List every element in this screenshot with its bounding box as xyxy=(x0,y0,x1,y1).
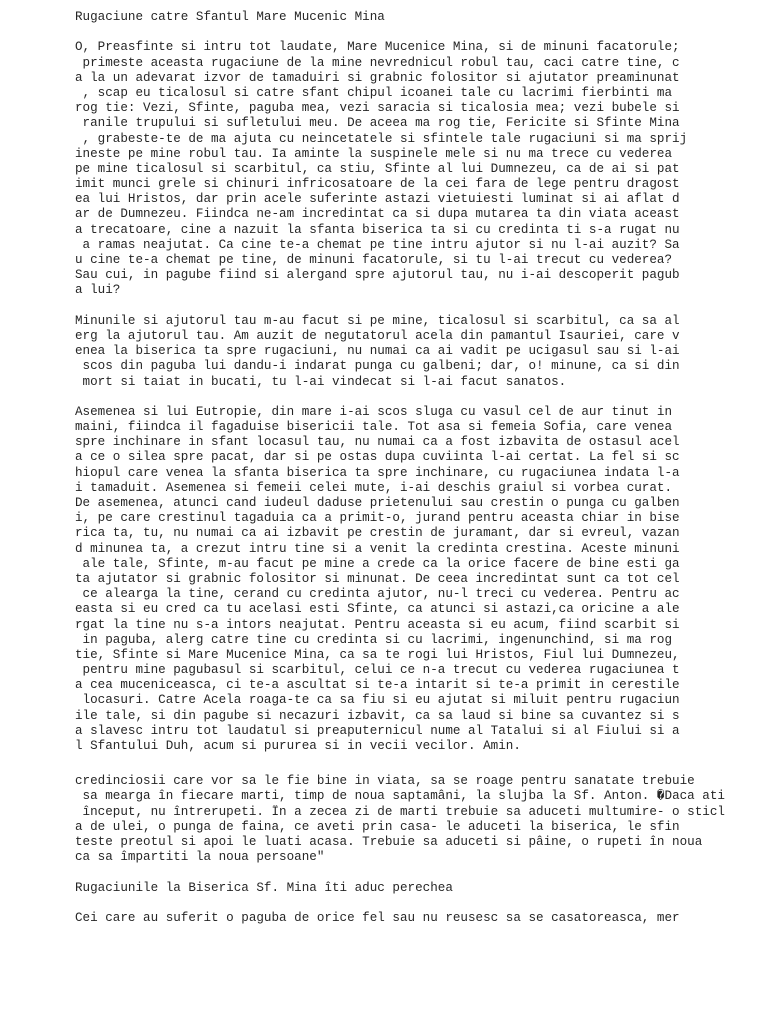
text-line: ineste pe mine robul tau. Ia aminte la suspinele mele si nu ma trece cu vederea xyxy=(75,146,673,161)
text-line: a cea muceniceasca, ci te-a ascultat si te-a intarit si te-a primit in cerestile xyxy=(75,678,680,693)
text-line: tie, Sfinte si Mare Mucenice Mina, ca sa te rogi lui Hristos, Fiul lui Dumnezeu, xyxy=(75,647,680,662)
text-line: hiopul care venea la sfanta biserica ta spre inchinare, cu rugaciunea indata l-a xyxy=(75,465,680,480)
text-line: erg la ajutorul tau. Am auzit de negutatorul acela din pamantul Isauriei, care v xyxy=(75,328,680,343)
text-line: locasuri. Catre Acela roaga-te ca sa fiu si eu ajutat si miluit pentru rugaciun xyxy=(75,693,680,708)
text-line: ale tale, Sfinte, m-au facut pe mine a crede ca la orice facere de bine esti ga xyxy=(75,556,680,571)
paragraph-2 xyxy=(75,314,755,390)
spacer xyxy=(75,865,755,880)
paragraph-4 xyxy=(75,774,755,865)
document-page xyxy=(75,10,755,926)
text-line: sa mearga în fiecare marti, timp de noua saptamâni, la slujba la Sf. Anton. �Daca ati xyxy=(75,789,725,804)
spacer xyxy=(75,390,755,405)
paragraph-5 xyxy=(75,911,755,926)
text-line: a ramas neajutat. Ca cine te-a chemat pe tine intru ajutor si nu l-ai auzit? Sa xyxy=(75,237,680,252)
text-line: easta si eu cred ca tu acelasi esti Sfinte, ca atunci si astazi,ca oricine a ale xyxy=(75,602,680,617)
text-line: d minunea ta, a crezut intru tine si a venit la credinta crestina. Aceste minuni xyxy=(75,541,680,556)
text-line: , scap eu ticalosul si catre sfant chipul icoanei tale cu lacrimi fierbinti ma xyxy=(75,85,673,100)
text-line: enea la biserica ta spre rugaciuni, nu numai ca ai vadit pe ucigasul sau si l-ai xyxy=(75,344,680,359)
document-title: Rugaciune catre Sfantul Mare Mucenic Mina xyxy=(75,10,385,24)
text-line: i, pe care crestinul tagaduia ca a primit-o, jurand pentru aceasta chiar in bise xyxy=(75,511,680,526)
text-line: l Sfantului Duh, acum si pururea si in vecii vecilor. Amin. xyxy=(75,739,521,753)
text-line: Cei care au suferit o paguba de orice fel sau nu reusesc sa se casatoreasca, mer xyxy=(75,910,680,925)
text-line: a la un adevarat izvor de tamaduiri si grabnic folositor si ajutator preaminunat xyxy=(75,70,680,85)
text-line: credinciosii care vor sa le fie bine in viata, sa se roage pentru sanatate trebuie xyxy=(75,774,695,789)
text-line: rgat la tine nu s-a intors neajutat. Pentru aceasta si eu acum, fiind scarbit si xyxy=(75,617,680,632)
text-line: a de ulei, o punga de faina, ce aveti prin casa- le aduceti la biserica, le sfin xyxy=(75,819,680,834)
text-line: teste preotul si apoi le luati acasa. Trebuie sa aduceti si pâine, o rupeti în noua xyxy=(75,834,703,849)
text-line: Minunile si ajutorul tau m-au facut si pe mine, ticalosul si scarbitul, ca sa al xyxy=(75,313,680,328)
text-line: ea lui Hristos, dar prin acele suferinte astazi vietuiesti luminat si ai aflat d xyxy=(75,192,680,207)
text-line: ranile trupului si sufletului meu. De aceea ma rog tie, Fericite si Sfinte Mina xyxy=(75,116,680,131)
text-line: ca sa împartiti la noua persoane" xyxy=(75,850,325,865)
text-line: in paguba, alerg catre tine cu credinta si cu lacrimi, ingenunchind, si ma rog xyxy=(75,632,673,647)
text-line: De asemenea, atunci cand iudeul daduse prietenului sau crestin o punga cu galben xyxy=(75,496,680,510)
text-line: rog tie: Vezi, Sfinte, paguba mea, vezi saracia si ticalosia mea; vezi bubele si xyxy=(75,101,680,116)
text-line: O, Preasfinte si intru tot laudate, Mare Mucenice Mina, si de minuni facatorule; xyxy=(75,40,680,55)
text-line: maini, fiindca il fagaduise bisericii tale. Tot asa si femeia Sofia, care venea xyxy=(75,420,673,435)
section-subheading: Rugaciunile la Biserica Sf. Mina îti aduc perechea xyxy=(75,880,453,895)
text-line: spre inchinare in sfant locasul tau, nu numai ca a fost izbavita de ostasul acel xyxy=(75,435,680,450)
text-line: scos din paguba lui dandu-i indarat punga cu galbeni; dar, o! minune, ca si din xyxy=(75,359,680,374)
spacer xyxy=(75,25,755,40)
text-line: ce alearga la tine, cerand cu credinta ajutor, nu-l treci cu vederea. Pentru ac xyxy=(75,587,680,602)
text-line: ile tale, si din pagube si necazuri izbavit, ca sa laud si bine sa cuvantez si s xyxy=(75,708,680,723)
text-line: ta ajutator si grabnic folositor si minunat. De ceea incredintat sunt ca tot cel xyxy=(75,571,680,586)
text-line: a ce o silea spre pacat, dar si pe ostas dupa cuviinta l-ai certat. La fel si sc xyxy=(75,450,680,465)
text-line: i tamaduit. Asemenea si femeii celei mute, i-ai deschis graiul si vorbea curat. xyxy=(75,480,673,495)
text-line: imit munci grele si chinuri infricosatoare de la cei fara de lege pentru dragost xyxy=(75,177,680,192)
text-line: pentru mine pagubasul si scarbitul, celui ce n-a trecut cu vederea rugaciunea t xyxy=(75,663,680,678)
text-line: rica ta, tu, nu numai ca ai izbavit pe crestin de juramant, dar si evreul, vazan xyxy=(75,526,680,541)
text-line: pe mine ticalosul si scarbitul, ca stiu, Sfinte al lui Dumnezeu, ca de ai si pat xyxy=(75,161,680,176)
spacer xyxy=(75,299,755,314)
text-line: primeste aceasta rugaciune de la mine nevrednicul robul tau, caci catre tine, c xyxy=(75,55,680,70)
text-line: u cine te-a chemat pe tine, de minuni facatorule, si tu l-ai trecut cu vederea? xyxy=(75,253,673,267)
text-line: a trecatoare, cine a nazuit la sfanta biserica ta si cu credinta ti s-a rugat nu xyxy=(75,222,680,237)
text-line: a lui? xyxy=(75,283,121,298)
paragraph-3 xyxy=(75,405,755,754)
text-line: Asemenea si lui Eutropie, din mare i-ai scos sluga cu vasul cel de aur tinut in xyxy=(75,404,673,419)
text-line: ar de Dumnezeu. Fiindca ne-am incredintat ca si dupa mutarea ta din viata aceast xyxy=(75,207,680,222)
text-line: Sau cui, in pagube fiind si alergand spre ajutorul tau, nu i-ai descoperit pagub xyxy=(75,268,680,283)
paragraph-1 xyxy=(75,40,755,298)
text-line: a slavesc intru tot laudatul si preaputernicul nume al Tatalui si al Fiului si a xyxy=(75,723,680,738)
text-line: mort si taiat in bucati, tu l-ai vindecat si l-ai facut sanatos. xyxy=(75,374,567,389)
text-line: , grabeste-te de ma ajuta cu neincetatele si sfintele tale rugaciuni si ma sprij xyxy=(75,131,688,146)
text-line: început, nu întrerupeti. În a zecea zi de marti trebuie sa aduceti multumire- o sticl xyxy=(75,804,725,819)
spacer xyxy=(75,896,755,911)
spacer xyxy=(75,754,755,774)
